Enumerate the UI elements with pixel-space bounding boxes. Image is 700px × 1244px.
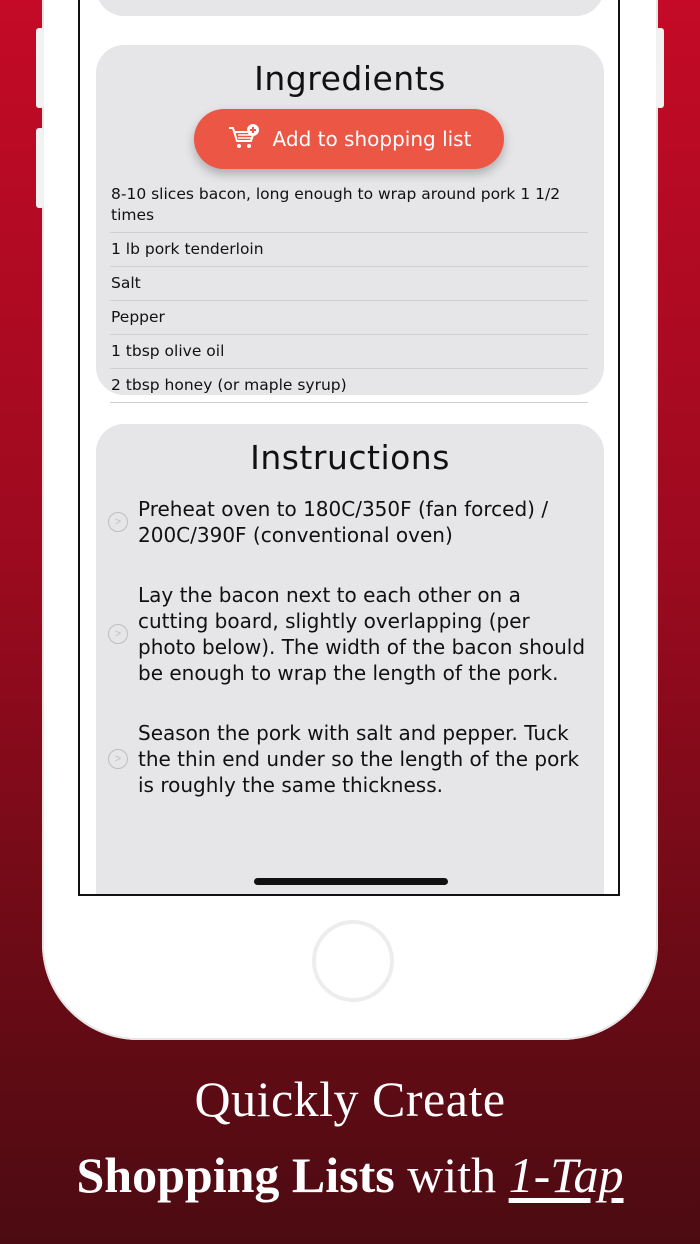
step-text: Preheat oven to 180C/350F (fan forced) / 200C/390F (conventional oven) <box>138 497 549 547</box>
phone-side-button <box>36 128 44 208</box>
tagline-line-2 <box>0 1146 700 1204</box>
list-item: Pepper <box>110 301 588 335</box>
step-text: Lay the bacon next to each other on a cutting board, slightly overlapping (per photo below). The width of the bacon should be enough to wrap the length of the pork. <box>138 583 586 685</box>
list-item: Salt <box>110 267 588 301</box>
cart-add-icon <box>227 124 261 155</box>
home-indicator <box>254 878 448 885</box>
list-item: 2 tbsp honey (or maple syrup) <box>110 369 588 403</box>
step-chevron-icon: > <box>108 512 128 532</box>
step-text: Season the pork with salt and pepper. Tuck the thin end under so the length of the pork is roughly the same thickness. <box>138 721 580 797</box>
phone-power-button <box>656 28 664 108</box>
add-to-shopping-list-button[interactable] <box>194 109 504 169</box>
ingredient-list <box>110 178 588 403</box>
tagline-line-1: Quickly Create <box>194 1071 506 1127</box>
tagline-bold: Shopping Lists <box>76 1147 395 1203</box>
home-button[interactable] <box>312 920 394 1002</box>
step-chevron-icon: > <box>108 749 128 769</box>
instruction-step[interactable] <box>108 496 588 548</box>
step-chevron-icon: > <box>108 624 128 644</box>
list-item: 1 tbsp olive oil <box>110 335 588 369</box>
previous-card <box>96 0 604 16</box>
tagline-italic: 1-Tap <box>508 1147 624 1203</box>
instructions-title: Instructions <box>250 438 450 477</box>
ingredients-title: Ingredients <box>254 59 446 98</box>
ingredients-card <box>96 45 604 395</box>
tagline-mid: with <box>394 1147 509 1203</box>
instruction-step[interactable] <box>108 582 588 686</box>
app-screen <box>78 0 620 896</box>
list-item: 8-10 slices bacon, long enough to wrap around pork 1 1/2 times <box>110 178 588 233</box>
instructions-card <box>96 424 604 896</box>
instruction-step[interactable] <box>108 720 588 798</box>
list-item: 1 lb pork tenderloin <box>110 233 588 267</box>
add-button-label: Add to shopping list <box>272 127 472 151</box>
phone-side-button <box>36 28 44 108</box>
instruction-steps <box>108 496 588 832</box>
